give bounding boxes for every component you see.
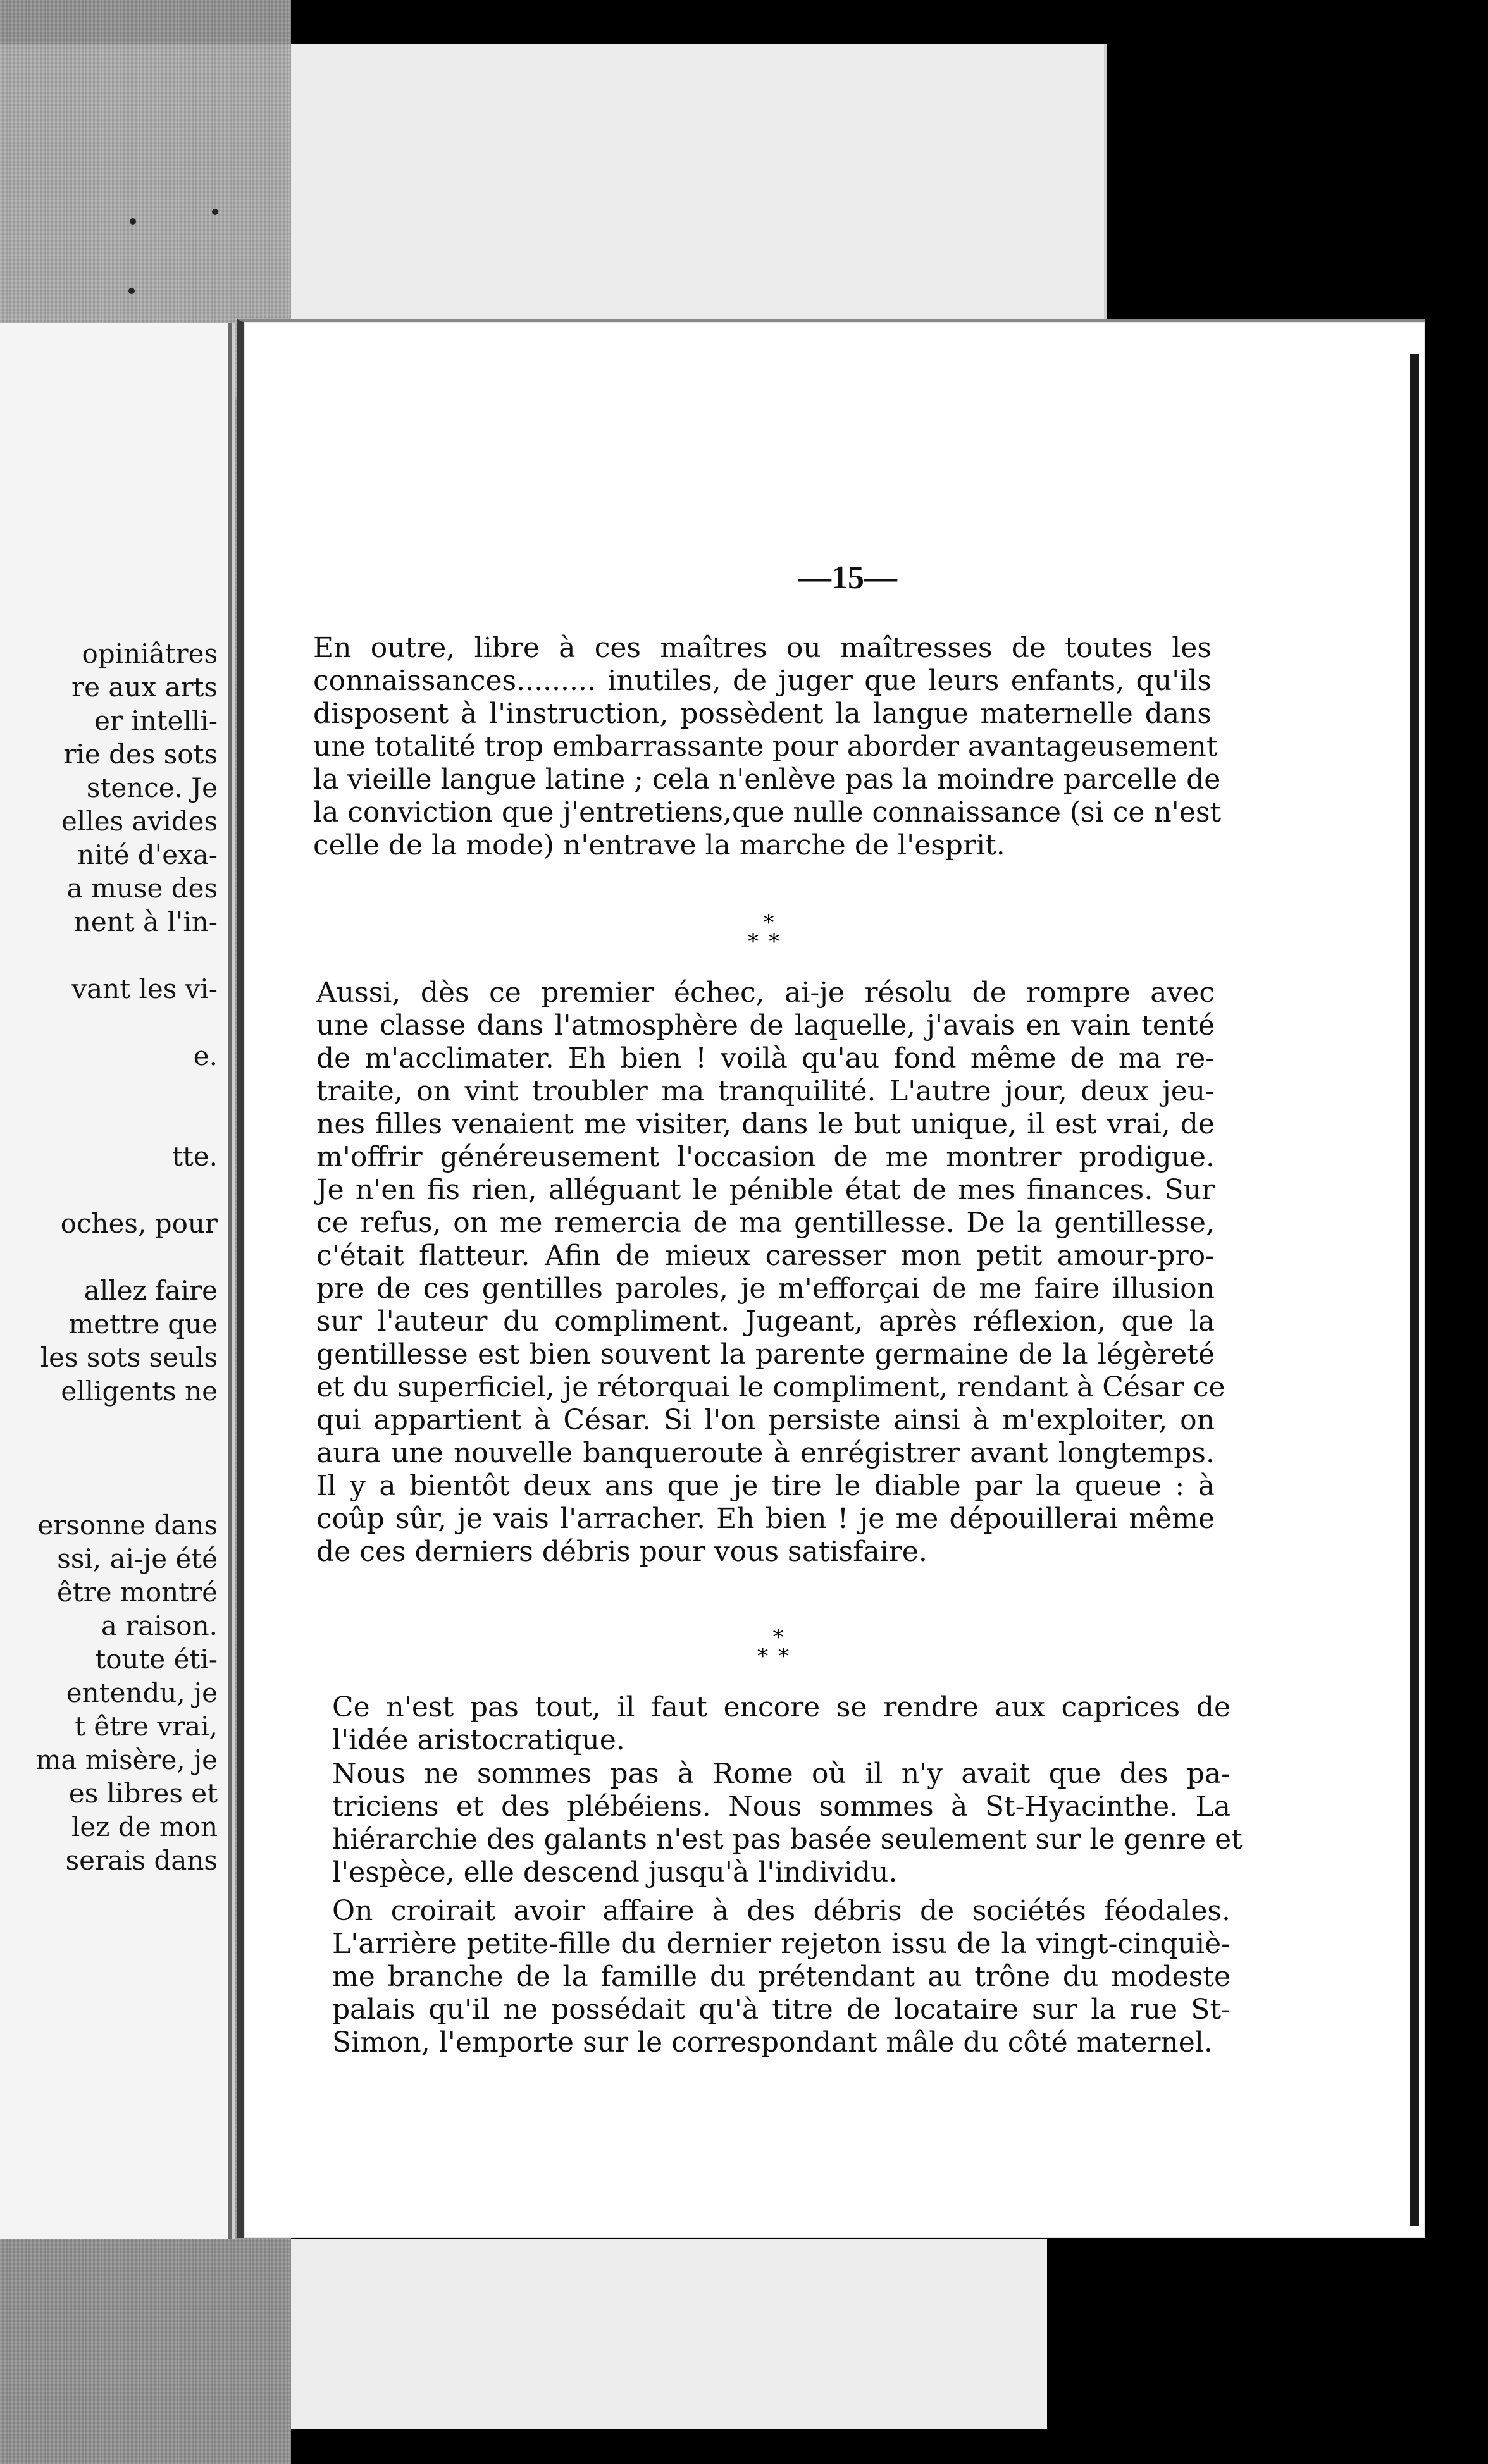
text-line: celle de la mode) n'entrave la marche de l'esprit.	[313, 829, 1005, 861]
text-line: Simon, l'emporte sur le correspondant mâle du côté maternel.	[332, 2026, 1213, 2059]
text-line: gentillesse est bien souvent la parente germaine de la légèreté	[316, 1338, 1215, 1371]
left-page-fragment: lez de mon	[71, 1811, 218, 1842]
left-page-fragment: e.	[193, 1040, 218, 1071]
dust-speck	[130, 218, 136, 225]
paragraph-3	[332, 1691, 1231, 1757]
left-page-fragment: nité d'exa-	[77, 839, 218, 870]
text-line: En outre, libre à ces maîtres ou maîtresses de toutes les	[313, 632, 1212, 664]
text-line: coûp sûr, je vais l'arracher. Eh bien ! je me dépouillerai même	[316, 1503, 1215, 1535]
left-page-fragment: er intelli-	[94, 705, 218, 736]
left-page-fragment: rie des sots	[63, 739, 218, 770]
text-line: hiérarchie des galants n'est pas basée seulement sur le genre et	[332, 1823, 1243, 1856]
left-page-fragment: elles avides	[61, 806, 218, 837]
dust-speck	[128, 288, 135, 294]
paragraph-2	[316, 976, 1225, 1568]
text-line: la conviction que j'entretiens,que nulle connaissance (si ce n'est	[313, 796, 1222, 829]
text-line: Nous ne sommes pas à Rome où il n'y avait que des pa-	[332, 1758, 1231, 1790]
left-page-fragment: a muse des	[66, 873, 218, 904]
text-line: de m'acclimater. Eh bien ! voilà qu'au fond même de ma re-	[316, 1042, 1215, 1075]
left-page-fragment: t être vrai,	[75, 1711, 218, 1742]
text-line: me branche de la famille du prétendant au trône du modeste	[332, 1961, 1231, 1993]
text-line: pre de ces gentilles paroles, je m'efforçai de me faire illusion	[316, 1272, 1215, 1305]
left-page	[0, 323, 232, 2239]
text-line: Aussi, dès ce premier échec, ai-je résolu de rompre avec	[316, 976, 1215, 1009]
text-line: L'arrière petite-fille du dernier rejeton issu de la vingt-cinquiè-	[332, 1928, 1231, 1960]
left-page-fragment: ersonne dans	[37, 1510, 218, 1541]
left-page-fragment: es libres et	[68, 1778, 218, 1809]
text-line: sur l'auteur du compliment. Jugeant, après réflexion, que la	[316, 1305, 1215, 1338]
text-line: aura une nouvelle banqueroute à enrégistrer avant longtemps.	[316, 1437, 1215, 1469]
text-line: une totalité trop embarrassante pour aborder avantageusement	[313, 730, 1218, 763]
left-page-fragment: opiniâtres	[82, 638, 218, 669]
left-page-fragment: serais dans	[65, 1845, 218, 1876]
text-line: l'espèce, elle descend jusqu'à l'individu.	[332, 1856, 898, 1888]
paragraph-4	[332, 1758, 1243, 1889]
right-page	[237, 319, 1425, 2238]
page-number: —15—	[798, 560, 897, 596]
text-line: de ces derniers débris pour vous satisfaire.	[316, 1536, 927, 1568]
text-line: m'offrir généreusement l'occasion de me montrer prodigue.	[316, 1141, 1215, 1173]
left-page-fragment: mettre que	[68, 1309, 218, 1340]
left-page-fragment: être montré	[57, 1577, 218, 1608]
left-page-fragment: allez faire	[84, 1275, 218, 1306]
left-page-fragment: elligents ne	[61, 1376, 218, 1407]
text-line: Je n'en fis rien, alléguant le pénible état de mes finances. Sur	[316, 1174, 1215, 1206]
text-line: ce refus, on me remercia de ma gentillesse. De la gentillesse,	[316, 1207, 1215, 1239]
left-page-fragment: ma misère, je	[35, 1744, 218, 1775]
left-page-fragment: tte.	[172, 1141, 218, 1172]
text-line: palais qu'il ne possédait qu'à titre de locataire sur la rue St-	[332, 1993, 1231, 2026]
text-line: traite, on vint troubler ma tranquilité. L'autre jour, deux jeu-	[316, 1075, 1215, 1107]
dust-speck	[212, 209, 218, 215]
paragraph-5	[332, 1895, 1231, 2059]
text-line: Il y a bientôt deux ans que je tire le diable par la queue : à	[316, 1470, 1215, 1502]
text-line: c'était flatteur. Afin de mieux caresser mon petit amour-pro-	[316, 1240, 1215, 1272]
text-line: la vieille langue latine ; cela n'enlève pas la moindre parcelle de	[313, 763, 1221, 796]
text-line: disposent à l'instruction, possèdent la langue maternelle dans	[313, 698, 1212, 730]
asterism-1: * **	[748, 910, 790, 954]
text-line: et du superficiel, je rétorquai le compliment, rendant à César ce	[316, 1371, 1225, 1403]
left-page-fragment: stence. Je	[86, 772, 218, 803]
left-page-fragment: a raison.	[101, 1610, 218, 1641]
page-edge	[1410, 354, 1419, 2226]
paragraph-1	[313, 632, 1222, 862]
left-page-fragment: vant les vi-	[71, 973, 218, 1004]
text-line: l'idée aristocratique.	[332, 1724, 625, 1756]
left-page-fragment: oches, pour	[60, 1208, 218, 1239]
left-page-fragment: toute éti-	[95, 1644, 218, 1675]
back-page-lower	[291, 2239, 1047, 2429]
text-line: une classe dans l'atmosphère de laquelle, j'avais en vain tenté	[316, 1009, 1215, 1042]
text-line: qui appartient à César. Si l'on persiste ainsi à m'exploiter, on	[316, 1404, 1215, 1436]
text-line: Ce n'est pas tout, il faut encore se rendre aux caprices de	[332, 1691, 1231, 1723]
asterism-2: * **	[757, 1625, 799, 1669]
left-page-fragment: nent à l'in-	[73, 906, 218, 937]
text-line: On croirait avoir affaire à des débris de sociétés féodales.	[332, 1895, 1231, 1927]
text-line: triciens et des plébéiens. Nous sommes à St-Hyacinthe. La	[332, 1790, 1231, 1823]
left-page-fragment: entendu, je	[66, 1677, 218, 1708]
text-line: connaissances......... inutiles, de juger que leurs enfants, qu'ils	[313, 665, 1212, 697]
left-page-fragment: les sots seuls	[40, 1342, 218, 1373]
text-line: nes filles venaient me visiter, dans le but unique, il est vrai, de	[316, 1108, 1215, 1140]
left-page-fragment: re aux arts	[71, 672, 218, 703]
left-page-fragment: ssi, ai-je été	[57, 1543, 218, 1574]
